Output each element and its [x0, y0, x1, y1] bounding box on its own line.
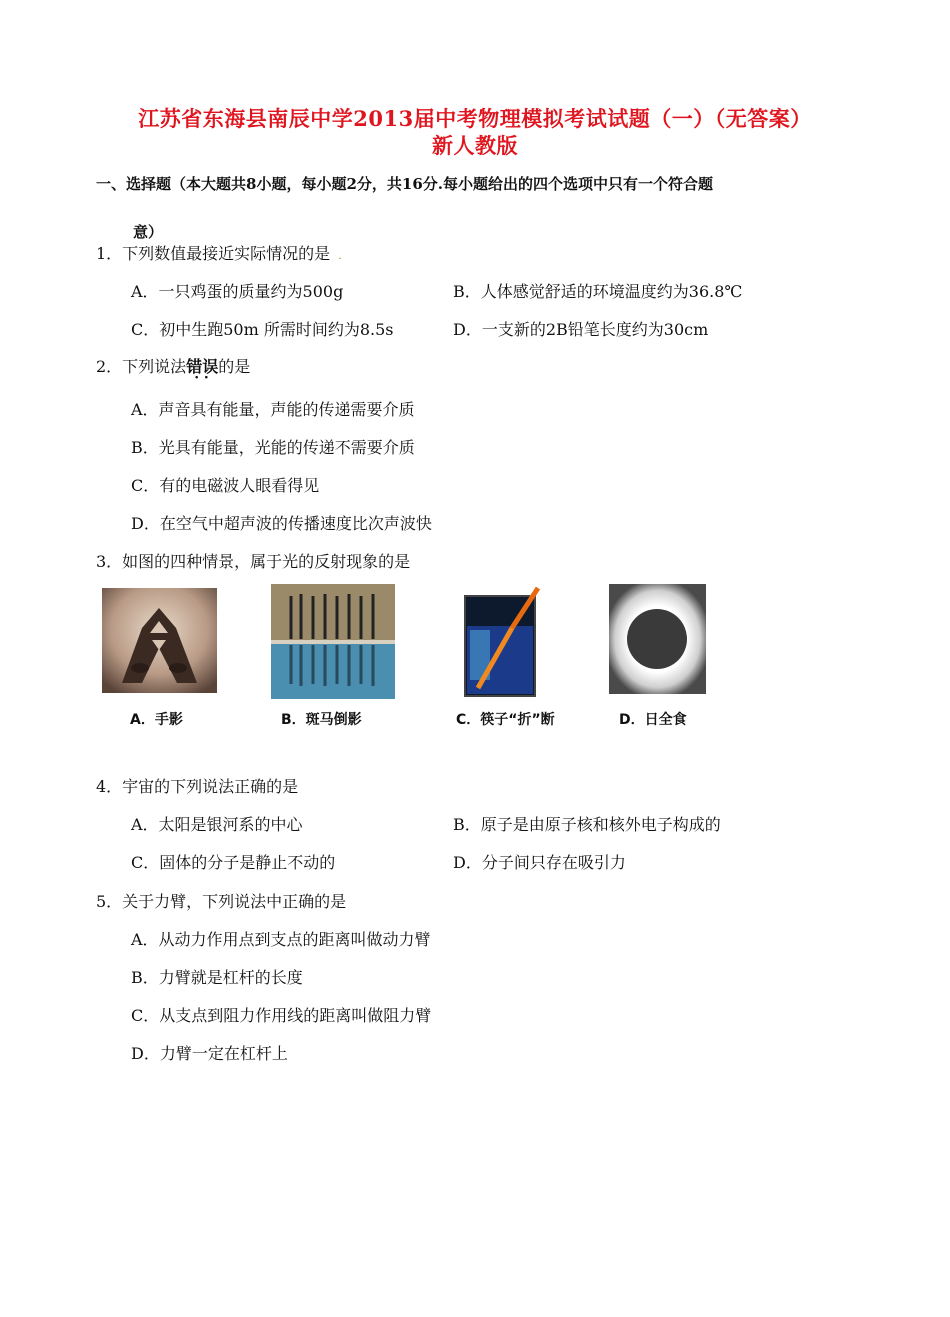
question-4-option-a: A．太阳是银河系的中心 [131, 815, 303, 834]
question-5-stem: 5．关于力臂，下列说法中正确的是 [96, 892, 347, 911]
question-2-option-a: A．声音具有能量，声能的传递需要介质 [131, 400, 415, 419]
question-2-stem [96, 354, 250, 377]
section-heading-text: 一、选择题（本大题共8小题，每小题2分，共16分.每小题给出的四个选项中只有一个符合题 [96, 175, 713, 193]
title-line-1: 江苏省东海县南辰中学2013届中考物理模拟考试试题（一）（无答案） [138, 106, 812, 131]
question-2-option-b: B．光具有能量，光能的传递不需要介质 [131, 438, 415, 457]
image-caption-a: A．手影 [130, 712, 183, 728]
question-5-option-b: B．力臂就是杠杆的长度 [131, 968, 303, 987]
image-caption-b: B．斑马倒影 [281, 712, 362, 728]
dot-mark: . [335, 251, 342, 262]
question-4-option-c: C．固体的分子是静止不动的 [131, 853, 336, 872]
question-1-option-a: A．一只鸡蛋的质量约为500g [131, 282, 344, 301]
question-2-option-c: C．有的电磁波人眼看得见 [131, 476, 320, 495]
question-2-stem-prefix: 2．下列说法 [96, 357, 187, 376]
question-1-stem [96, 241, 342, 264]
solar-eclipse-image [609, 584, 706, 694]
question-5-option-a: A．从动力作用点到支点的距离叫做动力臂 [131, 930, 431, 949]
question-4-stem: 4．宇宙的下列说法正确的是 [96, 777, 299, 796]
question-1-option-b: B．人体感觉舒适的环境温度约为36.8℃ [453, 282, 743, 301]
question-2-stem-suffix: 的是 [218, 357, 251, 376]
question-4-option-d: D．分子间只存在吸引力 [453, 853, 626, 872]
question-5-option-c: C．从支点到阻力作用线的距离叫做阻力臂 [131, 1006, 432, 1025]
section-heading-cont: 意） [133, 223, 164, 241]
question-2-option-d: D．在空气中超声波的传播速度比次声波快 [131, 514, 432, 533]
question-4-option-b: B．原子是由原子核和核外电子构成的 [453, 815, 721, 834]
chopsticks-in-water-image [460, 586, 545, 698]
image-caption-c: C．筷子“折”断 [456, 712, 555, 728]
image-caption-d: D．日全食 [619, 712, 687, 728]
question-1-option-c: C．初中生跑50m 所需时间约为8.5s [131, 320, 394, 339]
question-1-option-d: D．一支新的2B铅笔长度约为30cm [453, 320, 709, 339]
question-5-option-d: D．力臂一定在杠杆上 [131, 1044, 288, 1063]
zebra-reflection-image [271, 584, 395, 699]
question-1-stem-text: 1．下列数值最接近实际情况的是 [96, 244, 331, 263]
question-2-emphasis: 错误 · · [186, 357, 218, 376]
title-line-2: 新人教版 [432, 133, 518, 158]
hand-shadow-image [102, 588, 217, 693]
question-3-stem: 3．如图的四种情景，属于光的反射现象的是 [96, 552, 411, 571]
